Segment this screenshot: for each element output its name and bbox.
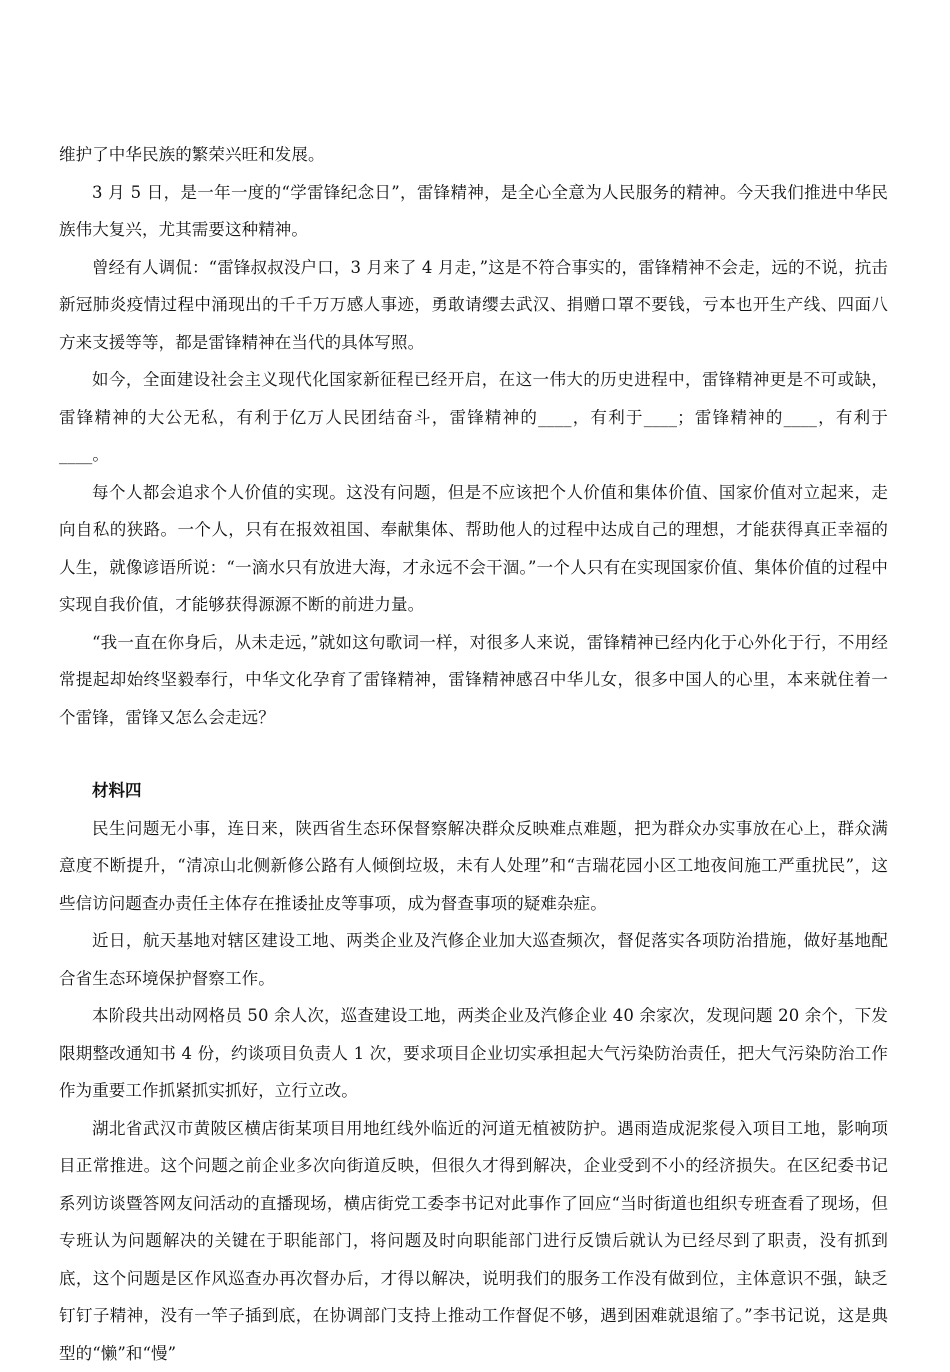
paragraph-6: “我一直在你身后，从未走远，”就如这句歌词一样，对很多人来说，雷锋精神已经内化于心外化于行，不用经常提起却始终坚毅奉行，中华文化孕育了雷锋精神，雷锋精神感召中华儿女，很多中国人的心里，本来就住着一个雷锋，雷锋又怎么会走远？ xyxy=(59,624,888,737)
paragraph-4: 如今，全面建设社会主义现代化国家新征程已经开启，在这一伟大的历史进程中，雷锋精神更是不可或缺，雷锋精神的大公无私，有利于亿万人民团结奋斗，雷锋精神的____，有利于____；雷锋精神的____，有利于____。 xyxy=(59,361,888,474)
paragraph-2: 3 月 5 日，是一年一度的“学雷锋纪念日”，雷锋精神，是全心全意为人民服务的精神。今天我们推进中华民族伟大复兴，尤其需要这种精神。 xyxy=(59,174,888,249)
paragraph-3: 曾经有人调侃：“雷锋叔叔没户口，3 月来了 4 月走，”这是不符合事实的，雷锋精神不会走，远的不说，抗击新冠肺炎疫情过程中涌现出的千千万万感人事迹，勇敢请缨去武汉、捐赠口罩不要钱，亏本也开生产线、四面八方来支援等等，都是雷锋精神在当代的具体写照。 xyxy=(59,249,888,362)
paragraph-1: 维护了中华民族的繁荣兴旺和发展。 xyxy=(59,136,888,174)
paragraph-10: 湖北省武汉市黄陂区横店街某项目用地红线外临近的河道无植被防护。遇雨造成泥浆侵入项目工地，影响项目正常推进。这个问题之前企业多次向街道反映，但很久才得到解决，企业受到不小的经济损失。在区纪委书记系列访谈暨答网友问活动的直播现场，横店街党工委李书记对此事作了回应“当时街道也组织专班查看了现场，但专班认为问题解决的关键在于职能部门，将问题及时向职能部门进行反馈后就认为已经尽到了职责，没有抓到底，这个问题是区作风巡查办再次督办后，才得以解决，说明我们的服务工作没有做到位，主体意识不强，缺乏钉钉子精神，没有一竿子插到底，在协调部门支持上推动工作督促不够，遇到困难就退缩了。”李书记说，这是典型的“懒”和“慢” xyxy=(59,1110,888,1372)
paragraph-5: 每个人都会追求个人价值的实现。这没有问题，但是不应该把个人价值和集体价值、国家价值对立起来，走向自私的狭路。一个人，只有在报效祖国、奉献集体、帮助他人的过程中达成自己的理想，才能获得真正幸福的人生，就像谚语所说：“一滴水只有放进大海，才永远不会干涸。”一个人只有在实现国家价值、集体价值的过程中实现自我价值，才能够获得源源不断的前进力量。 xyxy=(59,474,888,624)
paragraph-9: 本阶段共出动网格员 50 余人次，巡查建设工地，两类企业及汽修企业 40 余家次，发现问题 20 余个，下发限期整改通知书 4 份，约谈项目负责人 1 次，要求项目企业切实承担起大气污染防治责任，把大气污染防治工作作为重要工作抓紧抓实抓好，立行立改。 xyxy=(59,997,888,1110)
paragraph-8: 近日，航天基地对辖区建设工地、两类企业及汽修企业加大巡查频次，督促落实各项防治措施，做好基地配合省生态环境保护督察工作。 xyxy=(59,922,888,997)
paragraph-7: 民生问题无小事，连日来，陕西省生态环保督察解决群众反映难点难题，把为群众办实事放在心上，群众满意度不断提升，“清凉山北侧新修公路有人倾倒垃圾，未有人处理”和“吉瑞花园小区工地夜间施工严重扰民”，这些信访问题查办责任主体存在推诿扯皮等事项，成为督查事项的疑难杂症。 xyxy=(59,810,888,923)
section-heading-material-four: 材料四 xyxy=(59,772,888,810)
